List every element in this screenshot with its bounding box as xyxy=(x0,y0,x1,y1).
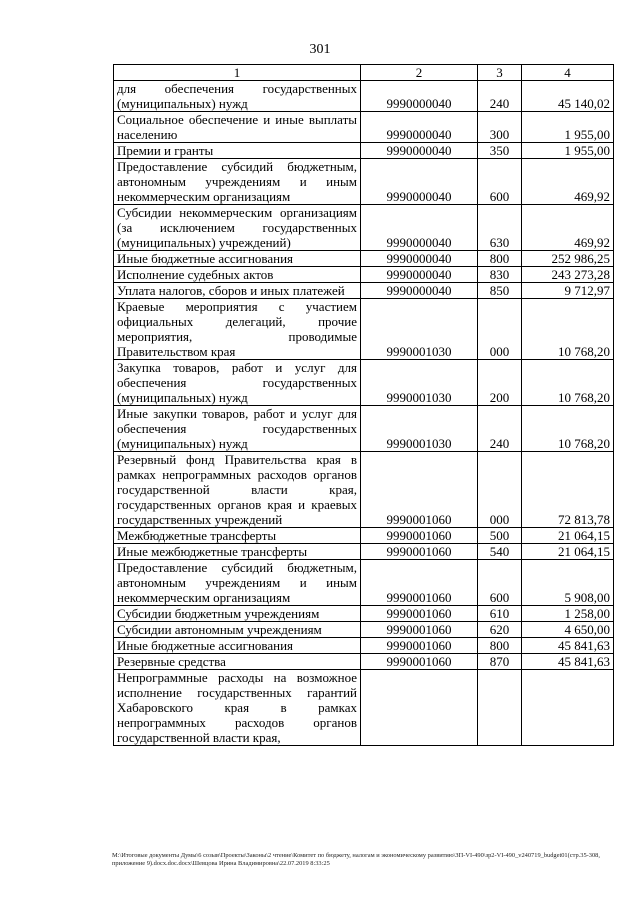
row-amount-cell: 252 986,25 xyxy=(522,251,614,267)
row-name-cell: Субсидии некоммерческим организациям (за исключением государственных (муниципальных) учреждений) xyxy=(114,205,361,251)
row-group-cell: 240 xyxy=(478,406,522,452)
row-amount-cell: 10 768,20 xyxy=(522,360,614,406)
row-name-cell: Межбюджетные трансферты xyxy=(114,528,361,544)
row-name-cell: Исполнение судебных актов xyxy=(114,267,361,283)
row-name-cell: Иные бюджетные ассигнования xyxy=(114,251,361,267)
row-amount-cell: 72 813,78 xyxy=(522,452,614,528)
row-group-cell xyxy=(478,670,522,746)
row-name-cell: Иные межбюджетные трансферты xyxy=(114,544,361,560)
row-code-cell: 9990001060 xyxy=(361,528,478,544)
row-group-cell: 630 xyxy=(478,205,522,251)
row-group-cell: 830 xyxy=(478,267,522,283)
row-code-cell: 9990000040 xyxy=(361,267,478,283)
row-amount-cell: 10 768,20 xyxy=(522,406,614,452)
row-amount-cell: 45 140,02 xyxy=(522,81,614,112)
row-code-cell: 9990000040 xyxy=(361,251,478,267)
row-name-cell: для обеспечения государственных (муниципальных) нужд xyxy=(114,81,361,112)
row-amount-cell: 9 712,97 xyxy=(522,283,614,299)
row-code-cell xyxy=(361,670,478,746)
row-code-cell: 9990000040 xyxy=(361,283,478,299)
row-name-cell: Непрограммные расходы на возможное исполнение государственных гарантий Хабаровского края в рамках непрограммных расходов органов государственной власти края, xyxy=(114,670,361,746)
table-row xyxy=(114,544,614,560)
row-amount-cell: 10 768,20 xyxy=(522,299,614,360)
row-group-cell: 800 xyxy=(478,251,522,267)
row-code-cell: 9990001060 xyxy=(361,560,478,606)
table-row xyxy=(114,159,614,205)
row-name-cell: Резервный фонд Правительства края в рамках непрограммных расходов органов государственной власти края, государственных органов края и краевых государственных учреждений xyxy=(114,452,361,528)
header-cell: 3 xyxy=(478,65,522,81)
row-amount-cell: 1 955,00 xyxy=(522,143,614,159)
row-code-cell: 9990000040 xyxy=(361,205,478,251)
file-path-footer: М:\Итоговые документы Думы\6 созыв\Проекты\Законы\2 чтение\Комитет по бюджету, налогам и экономическому развитию\ЗП-VI-490\зр2-VI-490_v240719_budget01(стр.35-308, приложение 9).docx.doc.docx\Шевцова Ирина Владимировна\22.07.2019 8:33:25 xyxy=(112,852,600,867)
row-code-cell: 9990001060 xyxy=(361,638,478,654)
row-group-cell: 500 xyxy=(478,528,522,544)
table-row xyxy=(114,528,614,544)
row-group-cell: 000 xyxy=(478,299,522,360)
row-name-cell: Социальное обеспечение и иные выплаты населению xyxy=(114,112,361,143)
row-amount-cell: 469,92 xyxy=(522,205,614,251)
row-amount-cell: 45 841,63 xyxy=(522,654,614,670)
row-group-cell: 870 xyxy=(478,654,522,670)
budget-table xyxy=(113,64,614,746)
table-row xyxy=(114,622,614,638)
row-amount-cell: 21 064,15 xyxy=(522,544,614,560)
row-group-cell: 540 xyxy=(478,544,522,560)
row-amount-cell: 4 650,00 xyxy=(522,622,614,638)
table-row xyxy=(114,267,614,283)
row-group-cell: 800 xyxy=(478,638,522,654)
row-amount-cell: 243 273,28 xyxy=(522,267,614,283)
row-group-cell: 850 xyxy=(478,283,522,299)
row-name-cell: Резервные средства xyxy=(114,654,361,670)
row-name-cell: Закупка товаров, работ и услуг для обеспечения государственных (муниципальных) нужд xyxy=(114,360,361,406)
row-code-cell: 9990001060 xyxy=(361,544,478,560)
row-name-cell: Иные закупки товаров, работ и услуг для обеспечения государственных (муниципальных) нужд xyxy=(114,406,361,452)
row-code-cell: 9990000040 xyxy=(361,159,478,205)
table-row xyxy=(114,251,614,267)
table-row xyxy=(114,205,614,251)
row-name-cell: Уплата налогов, сборов и иных платежей xyxy=(114,283,361,299)
table-row xyxy=(114,670,614,746)
row-amount-cell: 21 064,15 xyxy=(522,528,614,544)
row-group-cell: 000 xyxy=(478,452,522,528)
table-row xyxy=(114,299,614,360)
row-code-cell: 9990001060 xyxy=(361,654,478,670)
table-header-row xyxy=(114,65,614,81)
row-amount-cell: 1 955,00 xyxy=(522,112,614,143)
row-amount-cell xyxy=(522,670,614,746)
row-name-cell: Краевые мероприятия с участием официальных делегаций, прочие мероприятия, проводимые Правительством края xyxy=(114,299,361,360)
row-code-cell: 9990001030 xyxy=(361,406,478,452)
row-name-cell: Субсидии автономным учреждениям xyxy=(114,622,361,638)
row-group-cell: 610 xyxy=(478,606,522,622)
row-group-cell: 350 xyxy=(478,143,522,159)
header-cell: 2 xyxy=(361,65,478,81)
row-code-cell: 9990001030 xyxy=(361,360,478,406)
row-amount-cell: 5 908,00 xyxy=(522,560,614,606)
table-row xyxy=(114,81,614,112)
table-row xyxy=(114,112,614,143)
row-amount-cell: 469,92 xyxy=(522,159,614,205)
row-code-cell: 9990001030 xyxy=(361,299,478,360)
table-row xyxy=(114,406,614,452)
row-code-cell: 9990000040 xyxy=(361,112,478,143)
table-row xyxy=(114,638,614,654)
row-code-cell: 9990000040 xyxy=(361,81,478,112)
row-group-cell: 600 xyxy=(478,560,522,606)
row-group-cell: 240 xyxy=(478,81,522,112)
table-row xyxy=(114,143,614,159)
table-row xyxy=(114,452,614,528)
table-row xyxy=(114,654,614,670)
row-amount-cell: 45 841,63 xyxy=(522,638,614,654)
row-amount-cell: 1 258,00 xyxy=(522,606,614,622)
header-cell: 1 xyxy=(114,65,361,81)
row-code-cell: 9990001060 xyxy=(361,622,478,638)
row-code-cell: 9990000040 xyxy=(361,143,478,159)
row-code-cell: 9990001060 xyxy=(361,606,478,622)
row-name-cell: Предоставление субсидий бюджетным, автономным учреждениям и иным некоммерческим организациям xyxy=(114,560,361,606)
table-row xyxy=(114,606,614,622)
row-name-cell: Премии и гранты xyxy=(114,143,361,159)
row-group-cell: 300 xyxy=(478,112,522,143)
row-name-cell: Иные бюджетные ассигнования xyxy=(114,638,361,654)
row-group-cell: 600 xyxy=(478,159,522,205)
row-group-cell: 620 xyxy=(478,622,522,638)
page-number: 301 xyxy=(309,42,331,57)
row-group-cell: 200 xyxy=(478,360,522,406)
row-name-cell: Субсидии бюджетным учреждениям xyxy=(114,606,361,622)
table-row xyxy=(114,360,614,406)
row-code-cell: 9990001060 xyxy=(361,452,478,528)
table-row xyxy=(114,283,614,299)
table-row xyxy=(114,560,614,606)
header-cell: 4 xyxy=(522,65,614,81)
row-name-cell: Предоставление субсидий бюджетным, автономным учреждениям и иным некоммерческим организациям xyxy=(114,159,361,205)
